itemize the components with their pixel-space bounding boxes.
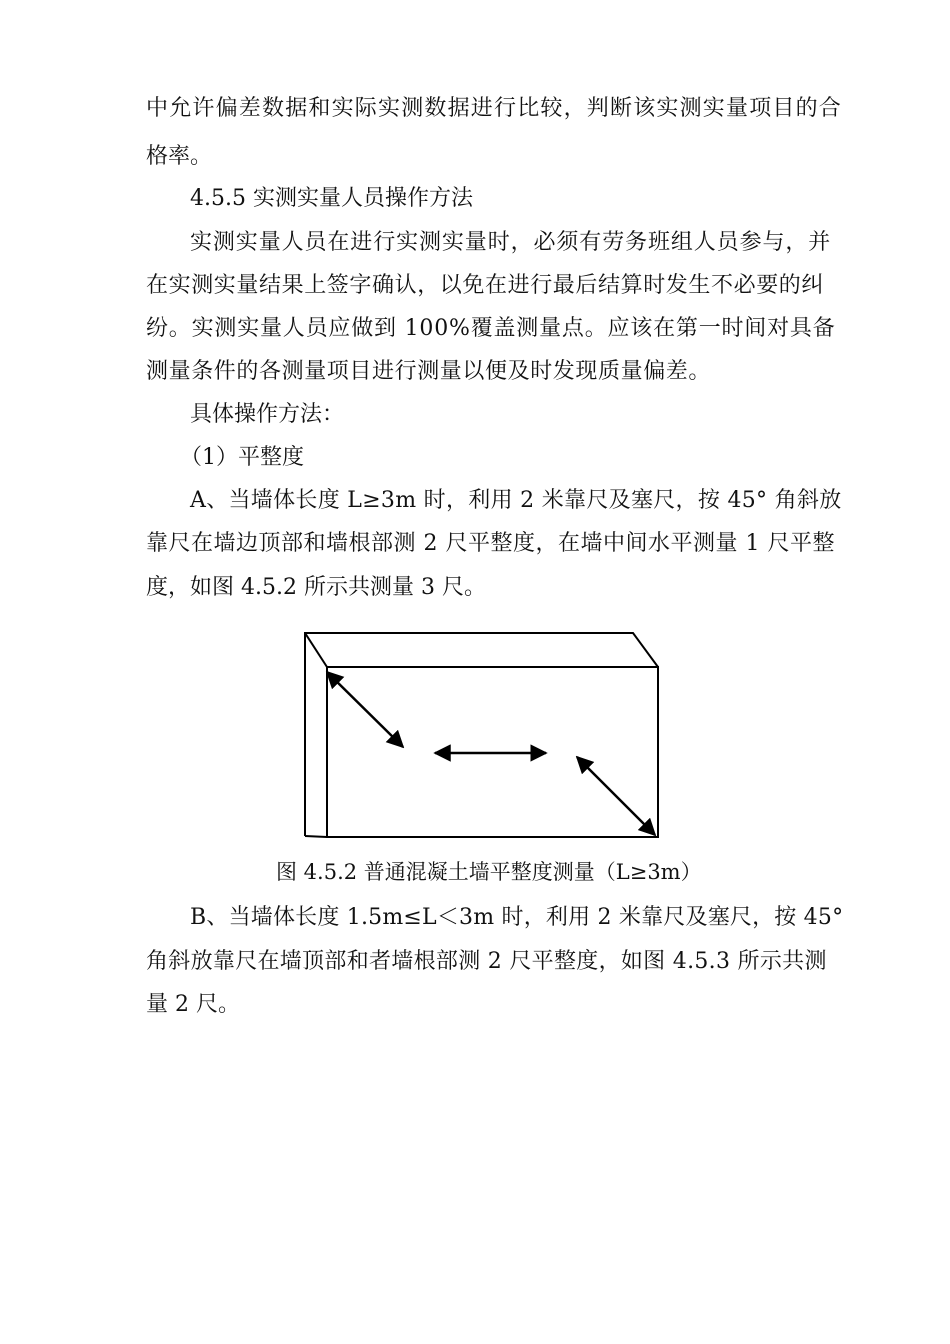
paragraph-line: 测量条件的各测量项目进行测量以便及时发现质量偏差。 (146, 359, 712, 384)
figure-caption: 图 4.5.2 普通混凝土墙平整度测量（L≥3m） (276, 860, 702, 884)
paragraph-line: 靠尺在墙边顶部和墙根部测 2 尺平整度，在墙中间水平测量 1 尺平整 (146, 531, 835, 556)
wall-box-outline (305, 633, 658, 837)
paragraph-line: 在实测实量结果上签字确认，以免在进行最后结算时发生不必要的纠 (146, 273, 825, 298)
paragraph-line: 中允许偏差数据和实际实测数据进行比较，判断该实测实量项目的合 (146, 96, 843, 121)
paragraph-line: 角斜放靠尺在墙顶部和者墙根部测 2 尺平整度，如图 4.5.3 所示共测 (146, 949, 827, 974)
ruler-top-left-diagonal (327, 672, 403, 747)
paragraph-line: 纷。实测实量人员应做到 100%覆盖测量点。应该在第一时间对具备 (146, 316, 836, 341)
paragraph-line: 度，如图 4.5.2 所示共测量 3 尺。 (146, 575, 486, 600)
section-heading: 4.5.5 实测实量人员操作方法 (190, 186, 473, 211)
paragraph-line: 实测实量人员在进行实测实量时，必须有劳务班组人员参与，并 (190, 230, 832, 255)
wall-flatness-diagram (300, 630, 664, 842)
method-intro: 具体操作方法： (190, 402, 345, 427)
ruler-bottom-right-diagonal (577, 757, 655, 835)
paragraph-line: 格率。 (146, 144, 213, 169)
paragraph-line: B、当墙体长度 1.5m≤L＜3m 时，利用 2 米靠尺及塞尺，按 45° (190, 905, 844, 930)
paragraph-line: A、当墙体长度 L≥3m 时，利用 2 米靠尺及塞尺，按 45° 角斜放 (190, 488, 842, 513)
paragraph-line: 量 2 尺。 (146, 992, 240, 1017)
item-heading: （1）平整度 (180, 445, 304, 470)
